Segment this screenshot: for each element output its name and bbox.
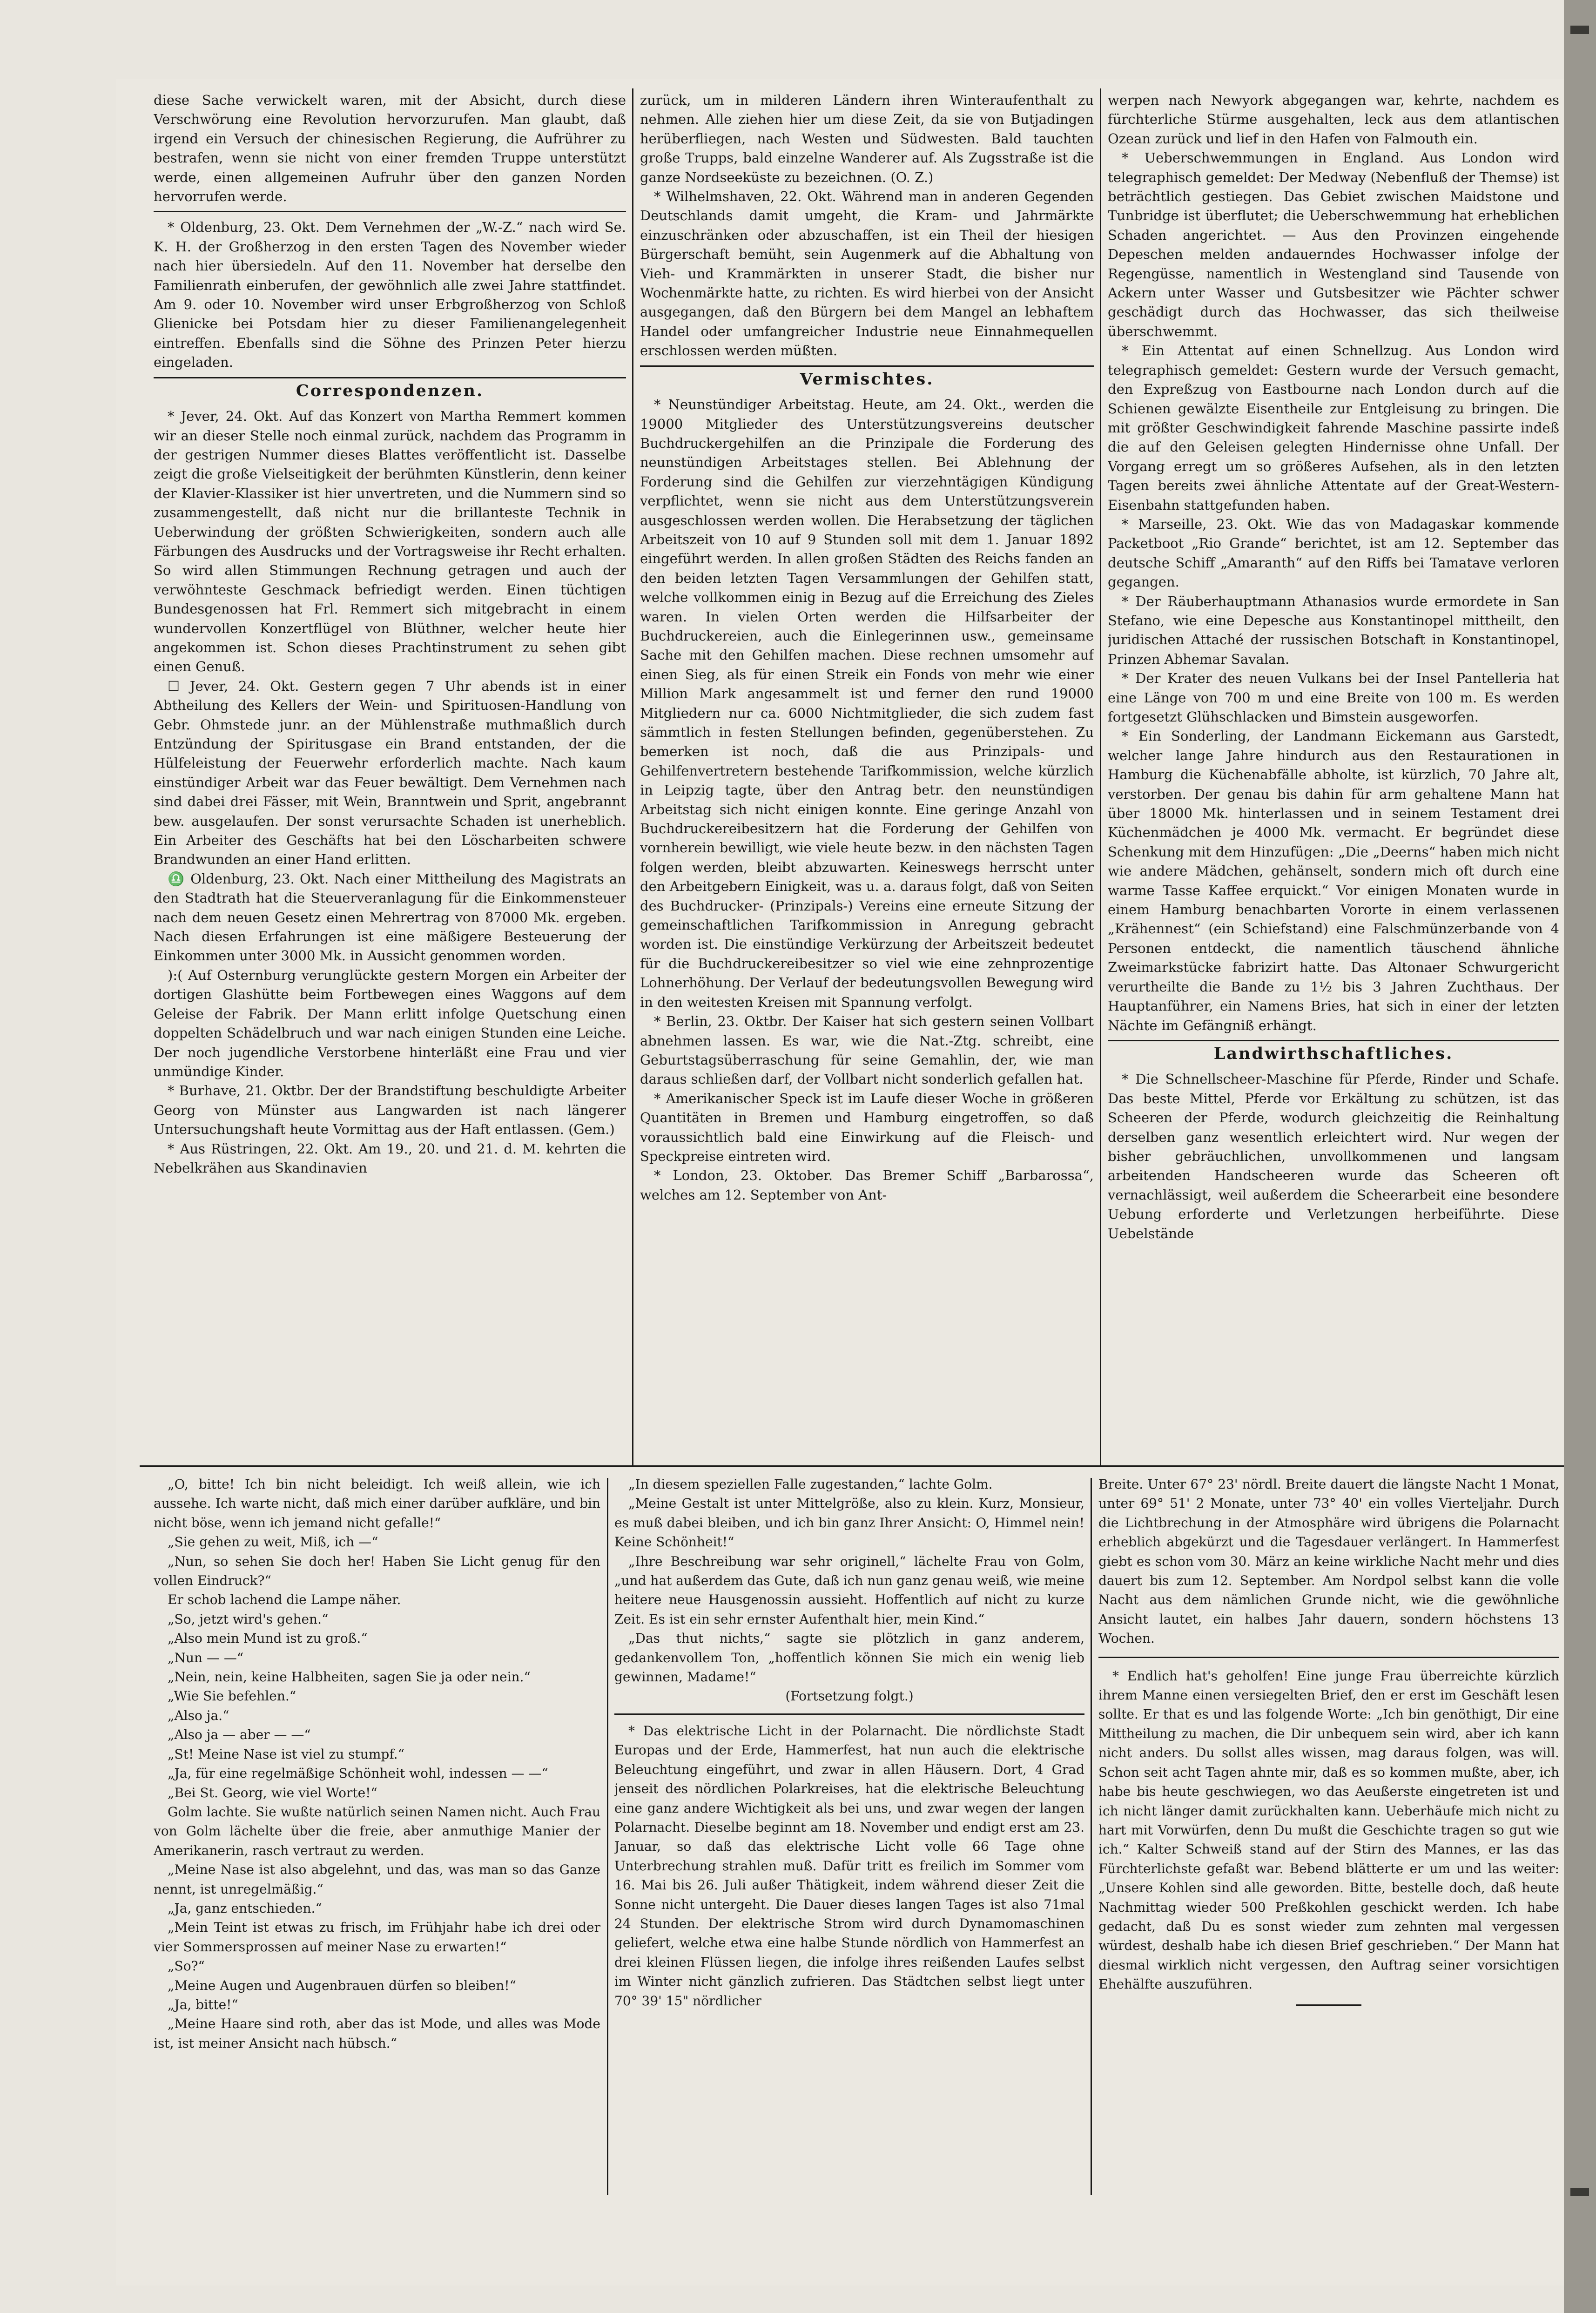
article-endlich-geholfen: * Endlich hat's geholfen! Eine junge Frau überreichte kürzlich ihrem Manne einen versiegelten Brief, den er erst im Geschäft lesen sollte. Er that es und las folgende Worte: „Ich bin genöthigt, Dir eine Mittheilung zu machen, die Dir unbequem sein wird, aber ich kann nicht anders. Du sollst alles wissen, mag daraus folgen, was will. Schon seit acht Tagen ahnte mir, daß es so kommen mußte, aber, ich habe bis heute geschwiegen, wo das Aeußerste eingetreten ist und ich nicht länger damit zurückhalten kann. Ueberhäufe mich nicht zu hart mit Vorwürfen, denn Du mußt die Geschichte tragen so gut wie ich.“ Kalter Schweiß stand auf der Stirn des Mannes, er las das Fürchterlichste gefaßt war. Bebend blätterte er um und las weiter: „Unsere Kohlen sind alle geworden. Bitte, bestelle doch, daß heute Nachmittag wieder 500 Preßkohlen geschickt werden. Ich habe gedacht, daß Du es sonst wieder zum zehnten mal vergessen würdest, deshalb habe ich diesen Brief geschrieben.“ Der Mann hat diesmal wirklich nicht vergessen, den Auftrag seiner vorsichtigen Ehehälfte auszuführen. (1098, 1668, 1559, 1992)
dialogue-line: „Ja, bitte!“ (168, 1996, 238, 2012)
dialogue-line: Er schob lachend die Lampe näher. (168, 1592, 401, 1608)
article-raeuberhauptmann: * Der Räuberhauptmann Athanasios wurde ermordete in San Stefano, wie eine Depesche aus Konstantinopel mittheilt, den juridischen Attaché der russischen Botschaft in Konstantinopel, Prinzen Abhemar Savalan. (1108, 593, 1559, 667)
column-rule (632, 88, 633, 1466)
feuilleton-column-2 (614, 1475, 1084, 2194)
article-marseille: * Marseille, 23. Okt. Wie das von Madagaskar kommende Packetboot „Rio Grande“ berichtet, ist am 12. September das deutsche Schiff „Amaranth“ auf den Riffs bei Tamatave verloren gegangen. (1108, 516, 1559, 590)
dialogue-line: „So?“ (168, 1958, 205, 1974)
article-berlin-kaiser: * Berlin, 23. Oktbr. Der Kaiser hat sich gestern seinen Vollbart abnehmen lassen. Es war, wie die Nat.-Ztg. schreibt, eine Geburtstagsüberraschung für seine Gemahlin, der, wie man daraus schließen darf, der Vollbart nicht sonderlich gefallen hat. (640, 1013, 1094, 1087)
feuilleton-column-1 (154, 1475, 600, 2194)
column-rule (607, 1478, 608, 2195)
section-heading-landwirthschaftliches: Landwirthschaftliches. (1213, 1044, 1454, 1063)
dialogue-line: „Mein Teint ist etwas zu frisch, im Frühjahr habe ich drei oder vier Sommersprossen auf meiner Nase zu erwarten!“ (154, 1920, 600, 1955)
article-sonderling: * Ein Sonderling, der Landmann Eickemann aus Garstedt, welcher lange Jahre hindurch aus den Restaurationen in Hamburg die Küchenabfälle abholte, ist kürzlich, 70 Jahre alt, verstorben. Der genau bis dahin für arm gehaltene Mann hat über 18000 Mk. hinterlassen und in seinem Testament drei Küchenmädchen je 4000 Mk. vermacht. Er begründet diese Schenkung mit dem Hinzufügen: „Die „Deerns“ haben mich nicht wie andere Mädchen, gehänselt, sondern mich oft durch eine warme Tasse Kaffee erquickt.“ Vor einigen Monaten wurde in einem Hamburg benachbarten Vororte in einem verlassenen „Krähennest“ (ein Schiefstand) eine Falschmünzerbande von 4 Personen entdeckt, die namentlich täuschend ähnliche Zweimarkstücke fabrizirt hatte. Das Altonaer Schwurgericht verurtheilte die Bande zu 1½ bis 3 Jahren Zuchthaus. Der Hauptanführer, ein Namens Bries, hat sich in einer der letzten Nächte im Gefängniß erhängt. (1108, 728, 1559, 1033)
dialogue-line: „Ihre Beschreibung war sehr originell,“ lächelte Frau von Golm, „und hat außerdem das Gute, daß ich nun ganz genau weiß, wie meine heitere neue Hausgenossin aussieht. Hoffentlich auf nicht zu kurze Zeit. Es ist ein sehr ernster Aufenthalt hier, mein Kind.“ (614, 1553, 1084, 1627)
article-rule (154, 377, 626, 378)
news-column-1 (154, 91, 626, 1464)
article-polarnacht-continued: Breite. Unter 67° 23' nördl. Breite dauert die längste Nacht 1 Monat, unter 69° 51' 2 Monate, unter 73° 40' ein volles Vierteljahr. Durch die Lichtbrechung in der Atmosphäre wird übrigens die Polarnacht erheblich abgekürzt und die Tagesdauer verlängert. In Hammerfest giebt es schon vom 30. März an keine wirkliche Nacht mehr und dies dauert bis zum 12. September. Am Nordpol selbst kann die volle Nacht aus dem nämlichen Grunde nicht, wie die gewöhnliche Ansicht lautet, ein halbes Jahr dauern, sondern höchstens 13 Wochen. (1098, 1477, 1559, 1646)
dialogue-line: „Das thut nichts,“ sagte sie plötzlich in ganz anderem, gedankenvollem Ton, „hoffentlich können Sie mich ein wenig lieb gewinnen, Madame!“ (614, 1631, 1084, 1685)
column-rule (1091, 1478, 1092, 2195)
article-london-barbarossa: * London, 23. Oktober. Das Bremer Schiff „Barbarossa“, welches am 12. September von Ant- (640, 1167, 1094, 1203)
article-ueberschwemmungen: * Ueberschwemmungen in England. Aus London wird telegraphisch gemeldet: Der Medway (Nebenfluß der Themse) ist beträchtlich gestiegen. Das Gebiet zwischen Maidstone und Tunbridge ist überflutet; die Ueberschwemmung hat erheblichen Schaden angerichtet. — Aus den Provinzen eingehende Depeschen melden andauerndes Hochwasser infolge der Regengüsse, namentlich in Westengland sind Tausende von Ackern unter Wasser und Gutsbesitzer wie Pächter schwer geschädigt durch das Hochwasser, das sich theilweise überschwemmt. (1108, 150, 1559, 339)
edge-mark (1570, 2188, 1589, 2196)
article-krater: * Der Krater des neuen Vulkans bei der Insel Pantelleria hat eine Länge von 700 m und eine Breite von 100 m. Es werden fortgesetzt Glühschlacken und Bimstein ausgeworfen. (1108, 670, 1559, 725)
article-rule (1108, 1040, 1559, 1041)
scan-edge-strip (1564, 0, 1596, 2313)
dialogue-line: „Nun — —“ (168, 1650, 244, 1666)
dialogue-line: „O, bitte! Ich bin nicht beleidigt. Ich weiß allein, wie ich aussehe. Ich warte nicht, daß mich einer darüber aufkläre, und bin nicht böse, wenn ich jemand nicht gefalle!“ (154, 1477, 600, 1531)
article-barbarossa-continued: werpen nach Newyork abgegangen war, kehrte, nachdem es fürchterliche Stürme ausgehalten, leck aus dem atlantischen Ozean zurück und lief in den Hafen von Falmouth ein. (1108, 92, 1559, 147)
dialogue-line: „Ja, ganz entschieden.“ (168, 1900, 322, 1916)
article-nebelkraehen-continued: zurück, um in milderen Ländern ihren Winteraufenthalt zu nehmen. Alle ziehen hier um diese Zeit, da sie von Butjadingen herüberfliegen, nach Westen und Südwesten. Bald tauchten große Trupps, bald einzelne Wanderer auf. Als Zugsstraße ist die ganze Nordseeküste zu bezeichnen. (O. Z.) (640, 92, 1094, 185)
dialogue-line: „Meine Nase ist also abgelehnt, und das, was man so das Ganze nennt, ist unregelmäßig.“ (154, 1862, 600, 1897)
dialogue-line: „Meine Haare sind roth, aber das ist Mode, und alles was Mode ist, ist meiner Ansicht nach hübsch.“ (154, 2016, 600, 2051)
edge-mark (1570, 26, 1589, 34)
article-rule (614, 1713, 1084, 1715)
article-oldenburg-steuer: ♎ Oldenburg, 23. Okt. Nach einer Mittheilung des Magistrats an den Stadtrath hat die Steuerveranlagung für die Einkommensteuer nach dem neuen Gesetz einen Mehrertrag von 87000 Mk. ergeben. Nach diesen Erfahrungen ist eine mäßigere Besteuerung der Einkommen unter 3000 Mk. in Aussicht genommen worden. (154, 870, 626, 964)
article-schnellscheer-maschine: * Die Schnellscheer-Maschine für Pferde, Rinder und Schafe. Das beste Mittel, Pferde vor Erkältung zu schützen, ist das Scheeren der Pferde, wodurch gleichzeitig die Reinhaltung derselben ganz wesentlich erleichtert wird. Nur wegen der bisher gebräuchlichen, unvollkommenen und langsam arbeitenden Handscheeren wurde das Scheeren oft vernachlässigt, weil außerdem die Scheerarbeit eine besondere Uebung erforderte und Verletzungen herbeiführte. Diese Uebelstände (1108, 1071, 1559, 1241)
dialogue-line: „Ja, für eine regelmäßige Schönheit wohl, indessen — —“ (168, 1766, 548, 1781)
dialogue-line: „Meine Augen und Augenbrauen dürfen so bleiben!“ (168, 1977, 516, 1993)
section-heading-correspondenzen: Correspondenzen. (296, 381, 484, 400)
end-rule (1296, 2004, 1361, 2006)
news-column-3 (1108, 91, 1559, 1464)
dialogue-line: „Meine Gestalt ist unter Mittelgröße, also zu klein. Kurz, Monsieur, es muß dabei bleiben, und ich bin ganz Ihrer Ansicht: O, Himmel nein! Keine Schönheit!“ (614, 1496, 1084, 1550)
article-oldenburg-grossherzog: * Oldenburg, 23. Okt. Dem Vernehmen der „W.-Z.“ nach wird Se. K. H. der Großherzog in den ersten Tagen des November wieder nach hier übersiedeln. Auf den 11. November hat derselbe den Familienrath einberufen, der gewöhnlich alle zwei Jahre stattfindet. Am 9. oder 10. November wird unser Erbgroßherzog von Schloß Glienicke bei Potsdam hier zu dieser Familienangelegenheit eintreffen. Ebenfalls sind die Söhne des Prinzen Peter hierzu eingeladen. (154, 219, 626, 371)
dialogue-line: Golm lachte. Sie wußte natürlich seinen Namen nicht. Auch Frau von Golm lächelte über die freie, aber anmuthige Manier der Amerikanerin, rasch vertraut zu werden. (154, 1804, 600, 1858)
article-osternburg-unfall: ):( Auf Osternburg verunglückte gestern Morgen ein Arbeiter der dortigen Glashütte beim Fortbewegen eines Waggons auf dem Geleise der Fabrik. Der Mann erlitt infolge Quetschung einen doppelten Schädelbruch und war nach einigen Stunden eine Leiche. Der noch jugendliche Verstorbene hinterläßt eine Frau und vier unmündige Kinder. (154, 967, 626, 1079)
article-rule (1098, 1657, 1559, 1658)
dialogue-line: „Nein, nein, keine Halbheiten, sagen Sie ja oder nein.“ (168, 1669, 531, 1685)
dialogue-line: „In diesem speziellen Falle zugestanden,“ lachte Golm. (628, 1477, 993, 1492)
news-column-2 (640, 91, 1094, 1464)
dialogue-line: „Sie gehen zu weit, Miß, ich —“ (168, 1534, 378, 1550)
article-speck: * Amerikanischer Speck ist im Laufe dieser Woche in größeren Quantitäten in Bremen und Hamburg eingetroffen, so daß voraussichtlich bald eine Einwirkung auf die Fleisch- und Speckpreise eintreten wird. (640, 1090, 1094, 1164)
article-rule (640, 365, 1094, 367)
article-polarnacht: * Das elektrische Licht in der Polarnacht. Die nördlichste Stadt Europas und der Erde, Hammerfest, hat nun auch die elektrische Beleuchtung eingeführt, und zwar in allen Häusern. Dort, 4 Grad jenseit des nördlichen Polarkreises, hat die elektrische Beleuchtung eine ganz andere Wichtigkeit als bei uns, und zwar wegen der langen Polarnacht. Dieselbe beginnt am 18. November und endigt erst am 23. Januar, so daß das elektrische Licht volle 66 Tage ohne Unterbrechung strahlen muß. Dafür tritt es freilich im Sommer vom 16. Mai bis 26. Juli außer Thätigkeit, indem während dieser Zeit die Sonne nicht untergeht. Die Dauer dieses langen Tages ist also 71mal 24 Stunden. Der elektrische Strom wird durch Dynamomaschinen geliefert, welche etwa eine halbe Stunde nördlich von Hammerfest an drei kleinen Flüssen liegen, die infolge ihres reißenden Laufes selbst im Winter nicht gänzlich zufrieren. Das Städtchen selbst liegt unter 70° 39' 15" nördlicher (614, 1723, 1084, 2009)
article-burhave: * Burhave, 21. Oktbr. Der der Brandstiftung beschuldigte Arbeiter Georg von Münster aus Langwarden ist nach längerer Untersuchungshaft heute Vormittag aus der Haft entlassen. (Gem.) (154, 1083, 626, 1138)
dialogue-line: „Also ja — aber — —“ (168, 1727, 311, 1743)
section-rule (140, 1465, 1564, 1467)
dialogue-line: „Also ja.“ (168, 1707, 229, 1723)
article-arbeitstag: * Neunstündiger Arbeitstag. Heute, am 24. Okt., werden die 19000 Mitglieder des Unterstützungsvereins deutscher Buchdruckergehilfen an die Prinzipale die Forderung des neunstündigen Arbeitstages stellen. Bei Ablehnung der Forderung sind die Gehilfen zur vierzehntägigen Kündigung verpflichtet, wenn sie nicht aus dem Unterstützungsverein ausgeschlossen werden wollen. Die Herabsetzung der täglichen Arbeitszeit von 10 auf 9 Stunden soll mit dem 1. Januar 1892 eingeführt werden. In allen großen Städten des Reichs fanden an den beiden letzten Tagen Versammlungen der Gehilfen statt, welche vollkommen einig in Bezug auf die Erreichung des Zieles waren. In vielen Orten werden die Hilfsarbeiter der Buchdruckereien, auch die Einlegerinnen usw., gemeinsame Sache mit den Gehilfen machen. Diese rechnen umsomehr auf einen Sieg, als für einen Streik ein Fonds von mehr wie einer Million Mark angesammelt ist und ferner den rund 19000 Mitgliedern nur ca. 6000 Nichtmitglieder, die sich zudem fast sämmtlich in festen Stellungen befinden, gegenüberstehen. Zu bemerken ist noch, daß die aus Prinzipals- und Gehilfenvertretern bestehende Tarifkommission, welche kürzlich in Leipzig tagte, über den Antrag betr. den neunstündigen Arbeitstag sich nicht einigen konnte. Eine geringe Anzahl von Buchdruckereibesitzern hat die Forderung der Gehilfen von vornherein bewilligt, wie viele heute bezw. in den nächsten Tagen folgen werden, bleibt abzuwarten. Keineswegs herrscht unter den Arbeitgebern Einigkeit, was u. a. daraus folgt, daß von Seiten des Buchdrucker- (Prinzipals-) Vereins eine erneute Sitzung der gemeinschaftlichen Tarifkommission in Anregung gebracht worden ist. Die einstündige Verkürzung der Arbeitszeit bedeutet für die Buchdruckereibesitzer so viel wie eine zehnprozentige Lohnerhöhung. Der Verlauf der bedeutungsvollen Bewegung wird in den weitesten Kreisen mit Spannung verfolgt. (640, 397, 1094, 1010)
article-rule (154, 211, 626, 212)
article-jever-konzert: * Jever, 24. Okt. Auf das Konzert von Martha Remmert kommen wir an dieser Stelle noch einmal zurück, nachdem das Programm in der gestrigen Nummer dieses Blattes veröffentlicht ist. Dasselbe zeigt die große Vielseitigkeit der berühmten Künstlerin, denn keiner der Klavier-Klassiker ist hier unvertreten, und die Nummern sind so zusammengestellt, daß nicht nur die brillanteste Technik in Ueberwindung der größten Schwierigkeiten, sondern auch alle Färbungen des Ausdrucks und der Vortragsweise ihr Recht erhalten. So wird allen Stimmungen Rechnung getragen und auch der verwöhnteste Geschmack befriedigt werden. Einen tüchtigen Bundesgenossen hat Frl. Remmert sich mitgebracht in einem wundervollen Konzertflügel von Blüthner, welcher heute hier angekommen ist. Schon dieses Prachtinstrument zu sehen gibt einen Genuß. (154, 408, 626, 675)
article-jever-brand: ☐ Jever, 24. Okt. Gestern gegen 7 Uhr abends ist in einer Abtheilung des Kellers der Wein- und Spirituosen-Handlung von Gebr. Ohmstede junr. an der Mühlenstraße muthmaßlich durch Entzündung der Spiritusgase ein Brand entstanden, der die Hülfeleistung der Feuerwehr erforderlich machte. Nach kaum einstündiger Arbeit war das Feuer bewältigt. Dem Vernehmen nach sind dabei drei Fässer, mit Wein, Branntwein und Sprit, angebrannt bew. ausgelaufen. Der sonst verursachte Schaden ist unerheblich. Ein Arbeiter des Geschäfts hat bei den Löscharbeiten schwere Brandwunden an einer Hand erlitten. (154, 678, 626, 868)
article-ruestringen: * Aus Rüstringen, 22. Okt. Am 19., 20. und 21. d. M. kehrten die Nebelkrähen aus Skandinavien (154, 1140, 626, 1176)
article-wilhelmshaven: * Wilhelmshaven, 22. Okt. Während man in anderen Gegenden Deutschlands damit umgeht, die Kram- und Jahrmärkte einzuschränken oder abzuschaffen, ist ein Theil der hiesigen Bürgerschaft bemüht, sein Augenmerk auf die Abhaltung von Vieh- und Krammärkten in unserer Stadt, die bisher nur Wochenmärkte hatte, zu richten. Es wird hierbei von der Ansicht ausgegangen, daß den Bürgern bei dem Mangel an lebhaftem Handel oder umfangreicher Industrie neue Einnahmequellen erschlossen werden müßten. (640, 189, 1094, 359)
column-rule (1100, 88, 1101, 1466)
dialogue-line: „So, jetzt wird's gehen.“ (168, 1611, 329, 1627)
dialogue-line: „St! Meine Nase ist viel zu stumpf.“ (168, 1746, 404, 1762)
dialogue-line: „Bei St. Georg, wie viel Worte!“ (168, 1785, 377, 1800)
dialogue-line: „Nun, so sehen Sie doch her! Haben Sie Licht genug für den vollen Eindruck?“ (154, 1553, 600, 1589)
continuation-note: (Fortsetzung folgt.) (785, 1688, 914, 1704)
dialogue-line: „Also mein Mund ist zu groß.“ (168, 1631, 368, 1646)
article-china-continued: diese Sache verwickelt waren, mit der Absicht, durch diese Verschwörung eine Revolution hervorzurufen. Man glaubt, daß irgend ein Versuch der chinesischen Regierung, die Aufrührer zu bestrafen, wenn sie nicht von einer fremden Truppe unterstützt werde, einen allgemeinen Aufruhr über den ganzen Norden hervorrufen werde. (154, 92, 626, 205)
article-attentat-schnellzug: * Ein Attentat auf einen Schnellzug. Aus London wird telegraphisch gemeldet: Gestern wurde der Versuch gemacht, den Expreßzug von Eastbourne nach London durch auf die Schienen gewälzte Eisentheile zur Entgleisung zu bringen. Die mit größter Geschwindigkeit fahrende Maschine passirte indeß die auf den Geleisen gelegten Hindernisse ohne Unfall. Der Vorgang erregt um so größeres Aufsehen, als in den letzten Tagen bereits zwei ähnliche Attentate auf der Great-Western-Eisenbahn stattgefunden haben. (1108, 343, 1559, 513)
dialogue-line: „Wie Sie befehlen.“ (168, 1688, 296, 1704)
feuilleton-column-3 (1098, 1475, 1559, 2194)
section-heading-vermischtes: Vermischtes. (800, 369, 934, 389)
